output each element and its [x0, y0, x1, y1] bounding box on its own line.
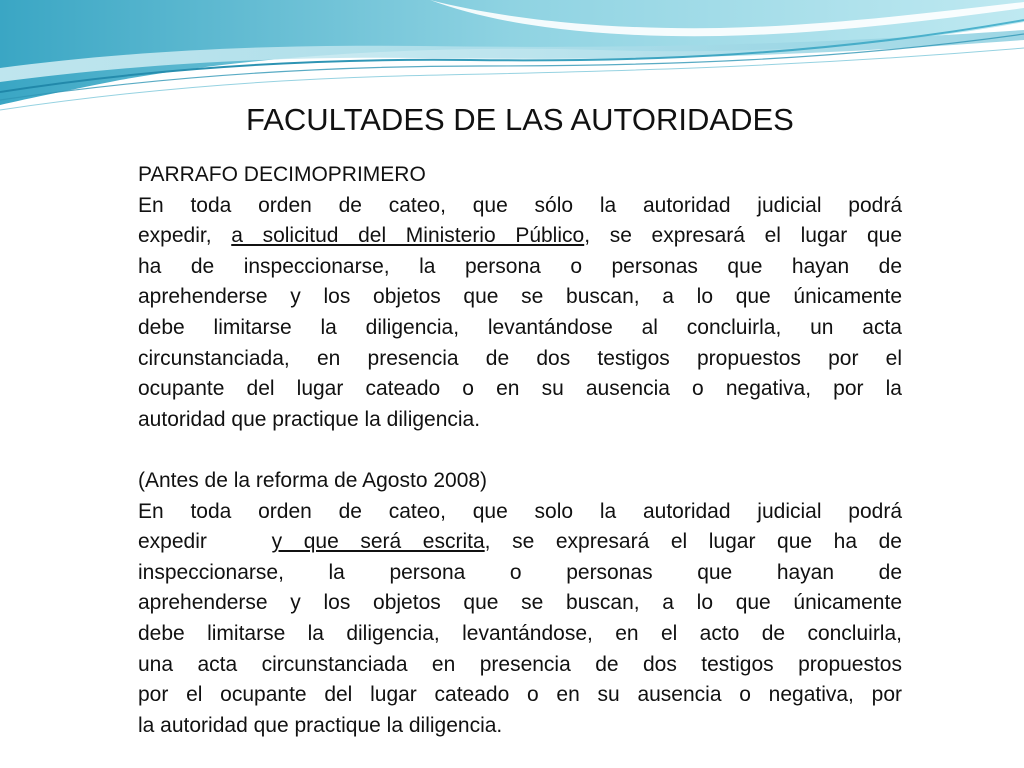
section2-heading: (Antes de la reforma de Agosto 2008)	[138, 468, 488, 492]
section1-line-5: debe limitarse la diligencia, levantándose al concluirla, un acta	[138, 315, 902, 339]
section1-line-7: ocupante del lugar cateado o en su ausencia o negativa, por la	[138, 377, 902, 401]
section1-line-8: autoridad que practique la diligencia.	[138, 407, 481, 431]
section1-heading: PARRAFO DECIMOPRIMERO	[138, 163, 426, 186]
section2-line-2: expedir y que será escrita, se expresará el lugar que ha de	[138, 530, 902, 554]
section1-line-2: expedir, a solicitud del Ministerio Público, se expresará el lugar que	[138, 224, 902, 248]
section2-line-5: debe limitarse la diligencia, levantándose, en el acto de concluirla,	[138, 621, 902, 645]
section1-line-6: circunstanciada, en presencia de dos testigos propuestos por el	[138, 346, 902, 370]
section1-line-4: aprehenderse y los objetos que se buscan, a lo que únicamente	[138, 285, 902, 309]
slide-title: FACULTADES DE LAS AUTORIDADES	[246, 102, 794, 137]
section2-line-8: la autoridad que practique la diligencia.	[138, 713, 503, 737]
section2-line-3: inspeccionarse, la persona o personas que hayan de	[138, 560, 902, 584]
underlined-phrase: y que será escrita	[271, 530, 485, 554]
section2-line-7: por el ocupante del lugar cateado o en su ausencia o negativa, por	[138, 683, 902, 707]
section1-line-3: ha de inspeccionarse, la persona o personas que hayan de	[138, 254, 902, 278]
section2-line-1: En toda orden de cateo, que solo la autoridad judicial podrá	[138, 499, 902, 523]
underlined-phrase: a solicitud del Ministerio Público	[231, 224, 585, 248]
section2-line-6: una acta circunstanciada en presencia de dos testigos propuestos	[138, 652, 902, 676]
section1-line-1: En toda orden de cateo, que sólo la autoridad judicial podrá	[138, 193, 902, 217]
section2-line-4: aprehenderse y los objetos que se buscan, a lo que únicamente	[138, 591, 902, 615]
paragraph-gap	[138, 435, 902, 466]
slide-content	[138, 160, 902, 741]
